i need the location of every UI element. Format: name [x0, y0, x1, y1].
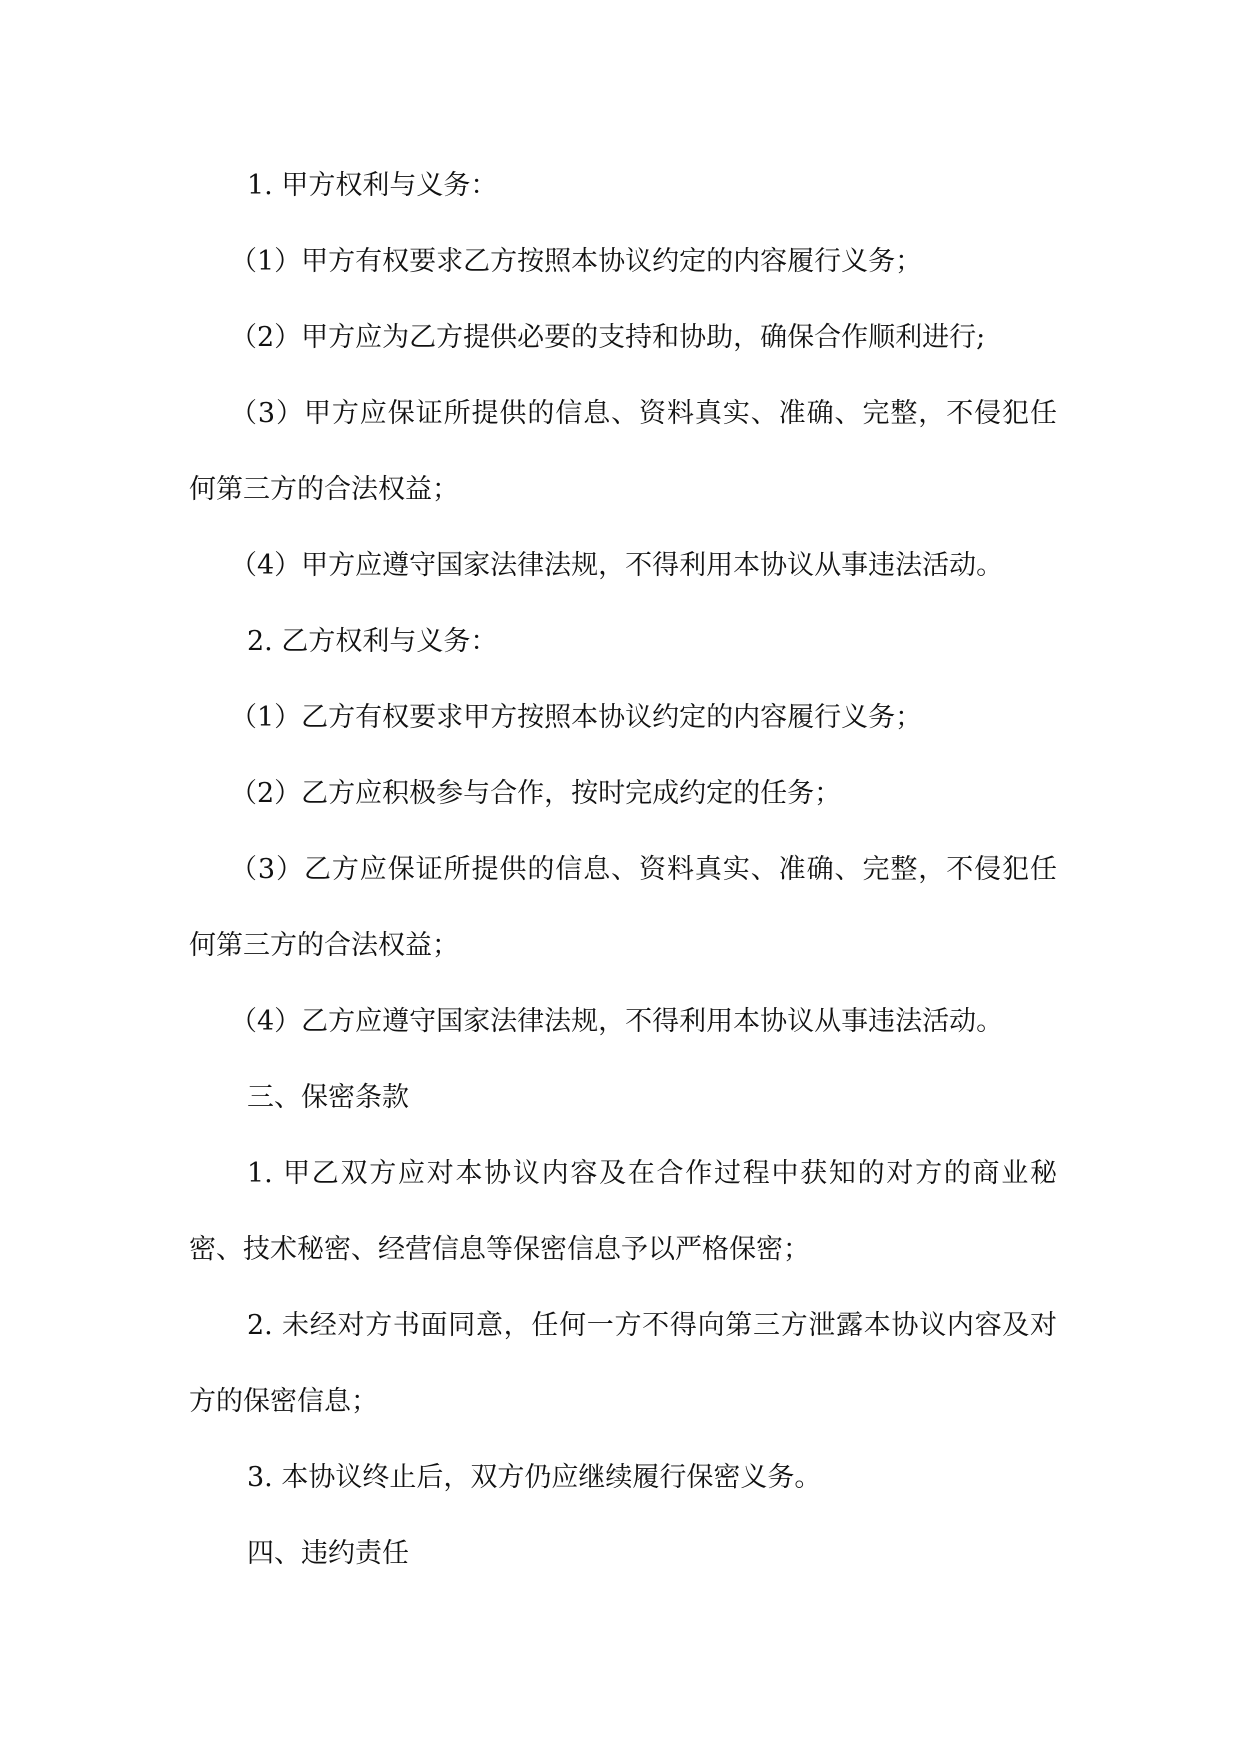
party-b-clause-1: （1）乙方有权要求甲方按照本协议约定的内容履行义务； [230, 702, 923, 733]
item-party-b-rights-heading: 2. 乙方权利与义务： [247, 626, 498, 657]
confidentiality-clause-1: 1. 甲乙双方应对本协议内容及在合作过程中获知的对方的商业秘密、技术秘密、经营信息等保密信息予以严格保密； [189, 1158, 1057, 1265]
section-heading-confidentiality: 三、保密条款 [247, 1082, 409, 1113]
party-a-clause-1: （1）甲方有权要求乙方按照本协议约定的内容履行义务； [230, 246, 923, 277]
party-a-clause-2: （2）甲方应为乙方提供必要的支持和协助，确保合作顺利进行; [230, 322, 986, 353]
confidentiality-clause-3: 3. 本协议终止后，双方仍应继续履行保密义务。 [247, 1462, 822, 1493]
party-b-clause-2: （2）乙方应积极参与合作，按时完成约定的任务； [230, 778, 842, 809]
section-heading-breach-liability: 四、违约责任 [247, 1538, 409, 1569]
party-a-clause-3: （3）甲方应保证所提供的信息、资料真实、准确、完整，不侵犯任何第三方的合法权益； [189, 398, 1057, 505]
party-a-clause-4: （4）甲方应遵守国家法律法规，不得利用本协议从事违法活动。 [230, 550, 1004, 581]
party-b-clause-3: （3）乙方应保证所提供的信息、资料真实、准确、完整，不侵犯任何第三方的合法权益； [189, 854, 1057, 961]
item-party-a-rights-heading: 1. 甲方权利与义务： [247, 170, 498, 201]
document-body [189, 148, 1057, 1592]
party-b-clause-4: （4）乙方应遵守国家法律法规，不得利用本协议从事违法活动。 [230, 1006, 1004, 1037]
confidentiality-clause-2: 2. 未经对方书面同意，任何一方不得向第三方泄露本协议内容及对方的保密信息； [189, 1310, 1057, 1417]
